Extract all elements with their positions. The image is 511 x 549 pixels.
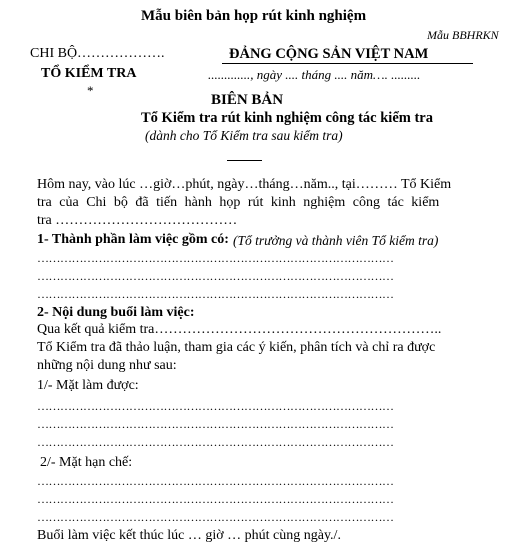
section-2-line-3: những nội dung như sau:: [37, 358, 177, 373]
section-1-heading: 1- Thành phần làm việc gồm có:: [37, 232, 229, 247]
item-1-label: 1/- Mặt làm được:: [37, 378, 139, 393]
header-star: *: [87, 83, 94, 98]
header-cell-line: CHI BỘ……………….: [30, 46, 165, 61]
header-inspection-team: TỔ KIỂM TRA: [41, 66, 137, 81]
item-2-label: 2/- Mặt hạn chế:: [40, 455, 133, 470]
section-2-line-2: Tổ Kiểm tra đã thảo luận, tham gia các ý kiến, phân tích và chỉ ra được: [37, 340, 436, 355]
place-date: ............., ngày .... tháng .... năm…. .........: [208, 67, 421, 82]
top-title: Mẫu biên bản họp rút kinh nghiệm: [141, 8, 367, 24]
party-name: ĐẢNG CỘNG SẢN VIỆT NAM: [229, 46, 429, 62]
dotted-line: …………………………………………………………………………………: [37, 510, 394, 524]
intro-line-2: tra của Chi bộ đã tiến hành họp rút kinh nghiệm công tác kiểm: [37, 195, 440, 210]
form-code: Mẫu BBHRKN: [427, 28, 499, 42]
dotted-line: …………………………………………………………………………………: [37, 251, 394, 265]
title-separator: [227, 160, 262, 161]
intro-line-1: Hôm nay, vào lúc …giờ…phút, ngày…tháng…năm.., tại……… Tổ Kiểm: [37, 177, 452, 192]
party-name-underline: [222, 63, 473, 64]
dotted-line: …………………………………………………………………………………: [37, 417, 394, 431]
dotted-line: …………………………………………………………………………………: [37, 474, 394, 488]
dotted-line: …………………………………………………………………………………: [37, 399, 394, 413]
document-subtitle-note: (dành cho Tổ Kiểm tra sau kiểm tra): [145, 128, 343, 143]
dotted-line: …………………………………………………………………………………: [37, 269, 394, 283]
dotted-line: …………………………………………………………………………………: [37, 435, 394, 449]
document-subtitle: Tổ Kiểm tra rút kinh nghiệm công tác kiểm tra: [141, 110, 433, 126]
section-2-line-1: Qua kết quả kiểm tra……………………………………………………..: [37, 322, 442, 337]
dotted-line: …………………………………………………………………………………: [37, 492, 394, 506]
closing-line: Buổi làm việc kết thúc lúc … giờ … phút cùng ngày./.: [37, 528, 341, 543]
section-2-heading: 2- Nội dung buổi làm việc:: [37, 305, 195, 320]
document-title: BIÊN BẢN: [211, 92, 284, 108]
section-1-note: (Tổ trưởng và thành viên Tổ kiểm tra): [233, 233, 439, 248]
intro-line-3: tra …………………………………: [37, 213, 238, 228]
dotted-line: …………………………………………………………………………………: [37, 287, 394, 301]
